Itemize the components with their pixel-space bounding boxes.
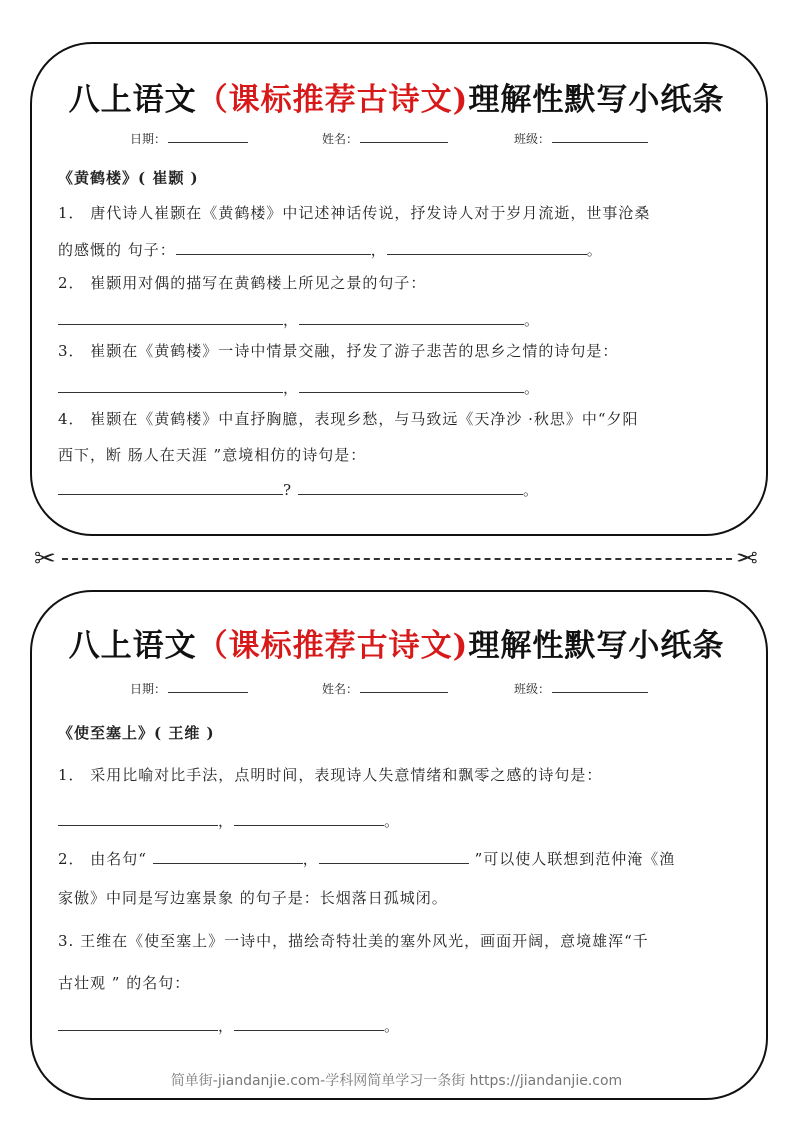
question-text: 3． 崔颢在《黄鹤楼》一诗中情景交融，抒发了游子悲苦的思乡之情的诗句是： [58, 342, 619, 360]
poem-heading: 《黄鹤楼》( 崔颢 ) [58, 169, 199, 187]
period: 。 [524, 311, 541, 329]
period: 。 [523, 481, 540, 499]
answer-blank[interactable] [387, 240, 587, 255]
name-field[interactable] [360, 682, 448, 693]
period: 。 [384, 812, 401, 830]
question-text: 1． 唐代诗人崔颢在《黄鹤楼》中记述神话传说，抒发诗人对于岁月流逝，世事沧桑 [58, 204, 651, 222]
title-part: 八上语文 [68, 628, 197, 664]
card-1-title [0, 74, 793, 119]
comma: ， [302, 850, 319, 868]
footer-watermark: 简单街-jiandanjie.com-学科网简单学习一条街 https://jiandanjie.com [170, 1073, 623, 1089]
title-part: 八上语文 [68, 82, 197, 118]
answer-line [58, 1015, 400, 1036]
comma: ， [218, 1017, 235, 1035]
question-text: 家傲》中同是写边塞景象 的句子是：长烟落日孤城闭。 [58, 889, 448, 907]
name-label: 姓名： [322, 682, 359, 696]
answer-blank[interactable] [299, 378, 524, 393]
answer-blank[interactable] [234, 811, 384, 826]
question-text: 的感慨的 句子： [58, 241, 176, 259]
answer-blank[interactable] [153, 849, 303, 864]
title-part: 理解性默写小纸条 [468, 82, 725, 118]
scissors-icon: ✂ [34, 544, 56, 574]
question-text: 西下，断 肠人在天涯 ”意境相仿的诗句是： [58, 446, 367, 464]
question-line [58, 239, 603, 260]
question-mark: ? [283, 481, 293, 499]
answer-line [58, 479, 539, 500]
answer-blank[interactable] [299, 310, 524, 325]
date-label: 日期： [130, 132, 167, 146]
period: 。 [586, 241, 603, 259]
card-2-title [0, 620, 793, 665]
answer-blank[interactable] [234, 1016, 384, 1031]
answer-line [58, 309, 540, 330]
class-label: 班级： [514, 682, 551, 696]
answer-blank[interactable] [58, 811, 218, 826]
comma: ， [283, 379, 300, 397]
answer-blank[interactable] [58, 378, 283, 393]
date-label: 日期： [130, 682, 167, 696]
answer-line [58, 810, 400, 831]
answer-blank[interactable] [58, 1016, 218, 1031]
scissors-icon: ✂ [736, 544, 758, 574]
name-field[interactable] [360, 132, 448, 143]
answer-blank[interactable] [58, 310, 283, 325]
class-field[interactable] [552, 132, 648, 143]
period: 。 [384, 1017, 401, 1035]
question-text: 2． 由名句“ [58, 850, 147, 868]
question-text: ”可以使人联想到范仲淹《渔 [474, 850, 676, 868]
class-label: 班级： [514, 132, 551, 146]
period: 。 [524, 379, 541, 397]
comma: ， [283, 311, 300, 329]
question-line [58, 848, 675, 869]
cut-line [62, 558, 732, 560]
name-label: 姓名： [322, 132, 359, 146]
question-text: 4． 崔颢在《黄鹤楼》中直抒胸臆，表现乡愁，与马致远《天净沙 ·秋思》中“夕阳 [58, 410, 639, 428]
comma: ， [218, 812, 235, 830]
class-field[interactable] [552, 682, 648, 693]
date-field[interactable] [168, 132, 248, 143]
comma: ， [370, 241, 387, 259]
question-text: 2． 崔颢用对偶的描写在黄鹤楼上所见之景的句子： [58, 274, 427, 292]
title-part: 理解性默写小纸条 [468, 628, 725, 664]
question-text: 3. 王维在《使至塞上》一诗中，描绘奇特壮美的塞外风光，画面开阔，意境雄浑“千 [58, 932, 649, 950]
answer-blank[interactable] [58, 480, 283, 495]
title-highlight: （课标推荐古诗文) [196, 628, 469, 664]
title-highlight: （课标推荐古诗文) [196, 82, 469, 118]
answer-blank[interactable] [319, 849, 469, 864]
question-text: 古壮观 ” 的名句： [58, 974, 191, 992]
answer-blank[interactable] [298, 480, 523, 495]
date-field[interactable] [168, 682, 248, 693]
answer-blank[interactable] [176, 240, 371, 255]
question-text: 1． 采用比喻对比手法，点明时间，表现诗人失意情绪和飘零之感的诗句是： [58, 766, 603, 784]
poem-heading: 《使至塞上》( 王维 ) [58, 724, 215, 742]
answer-line [58, 377, 540, 398]
